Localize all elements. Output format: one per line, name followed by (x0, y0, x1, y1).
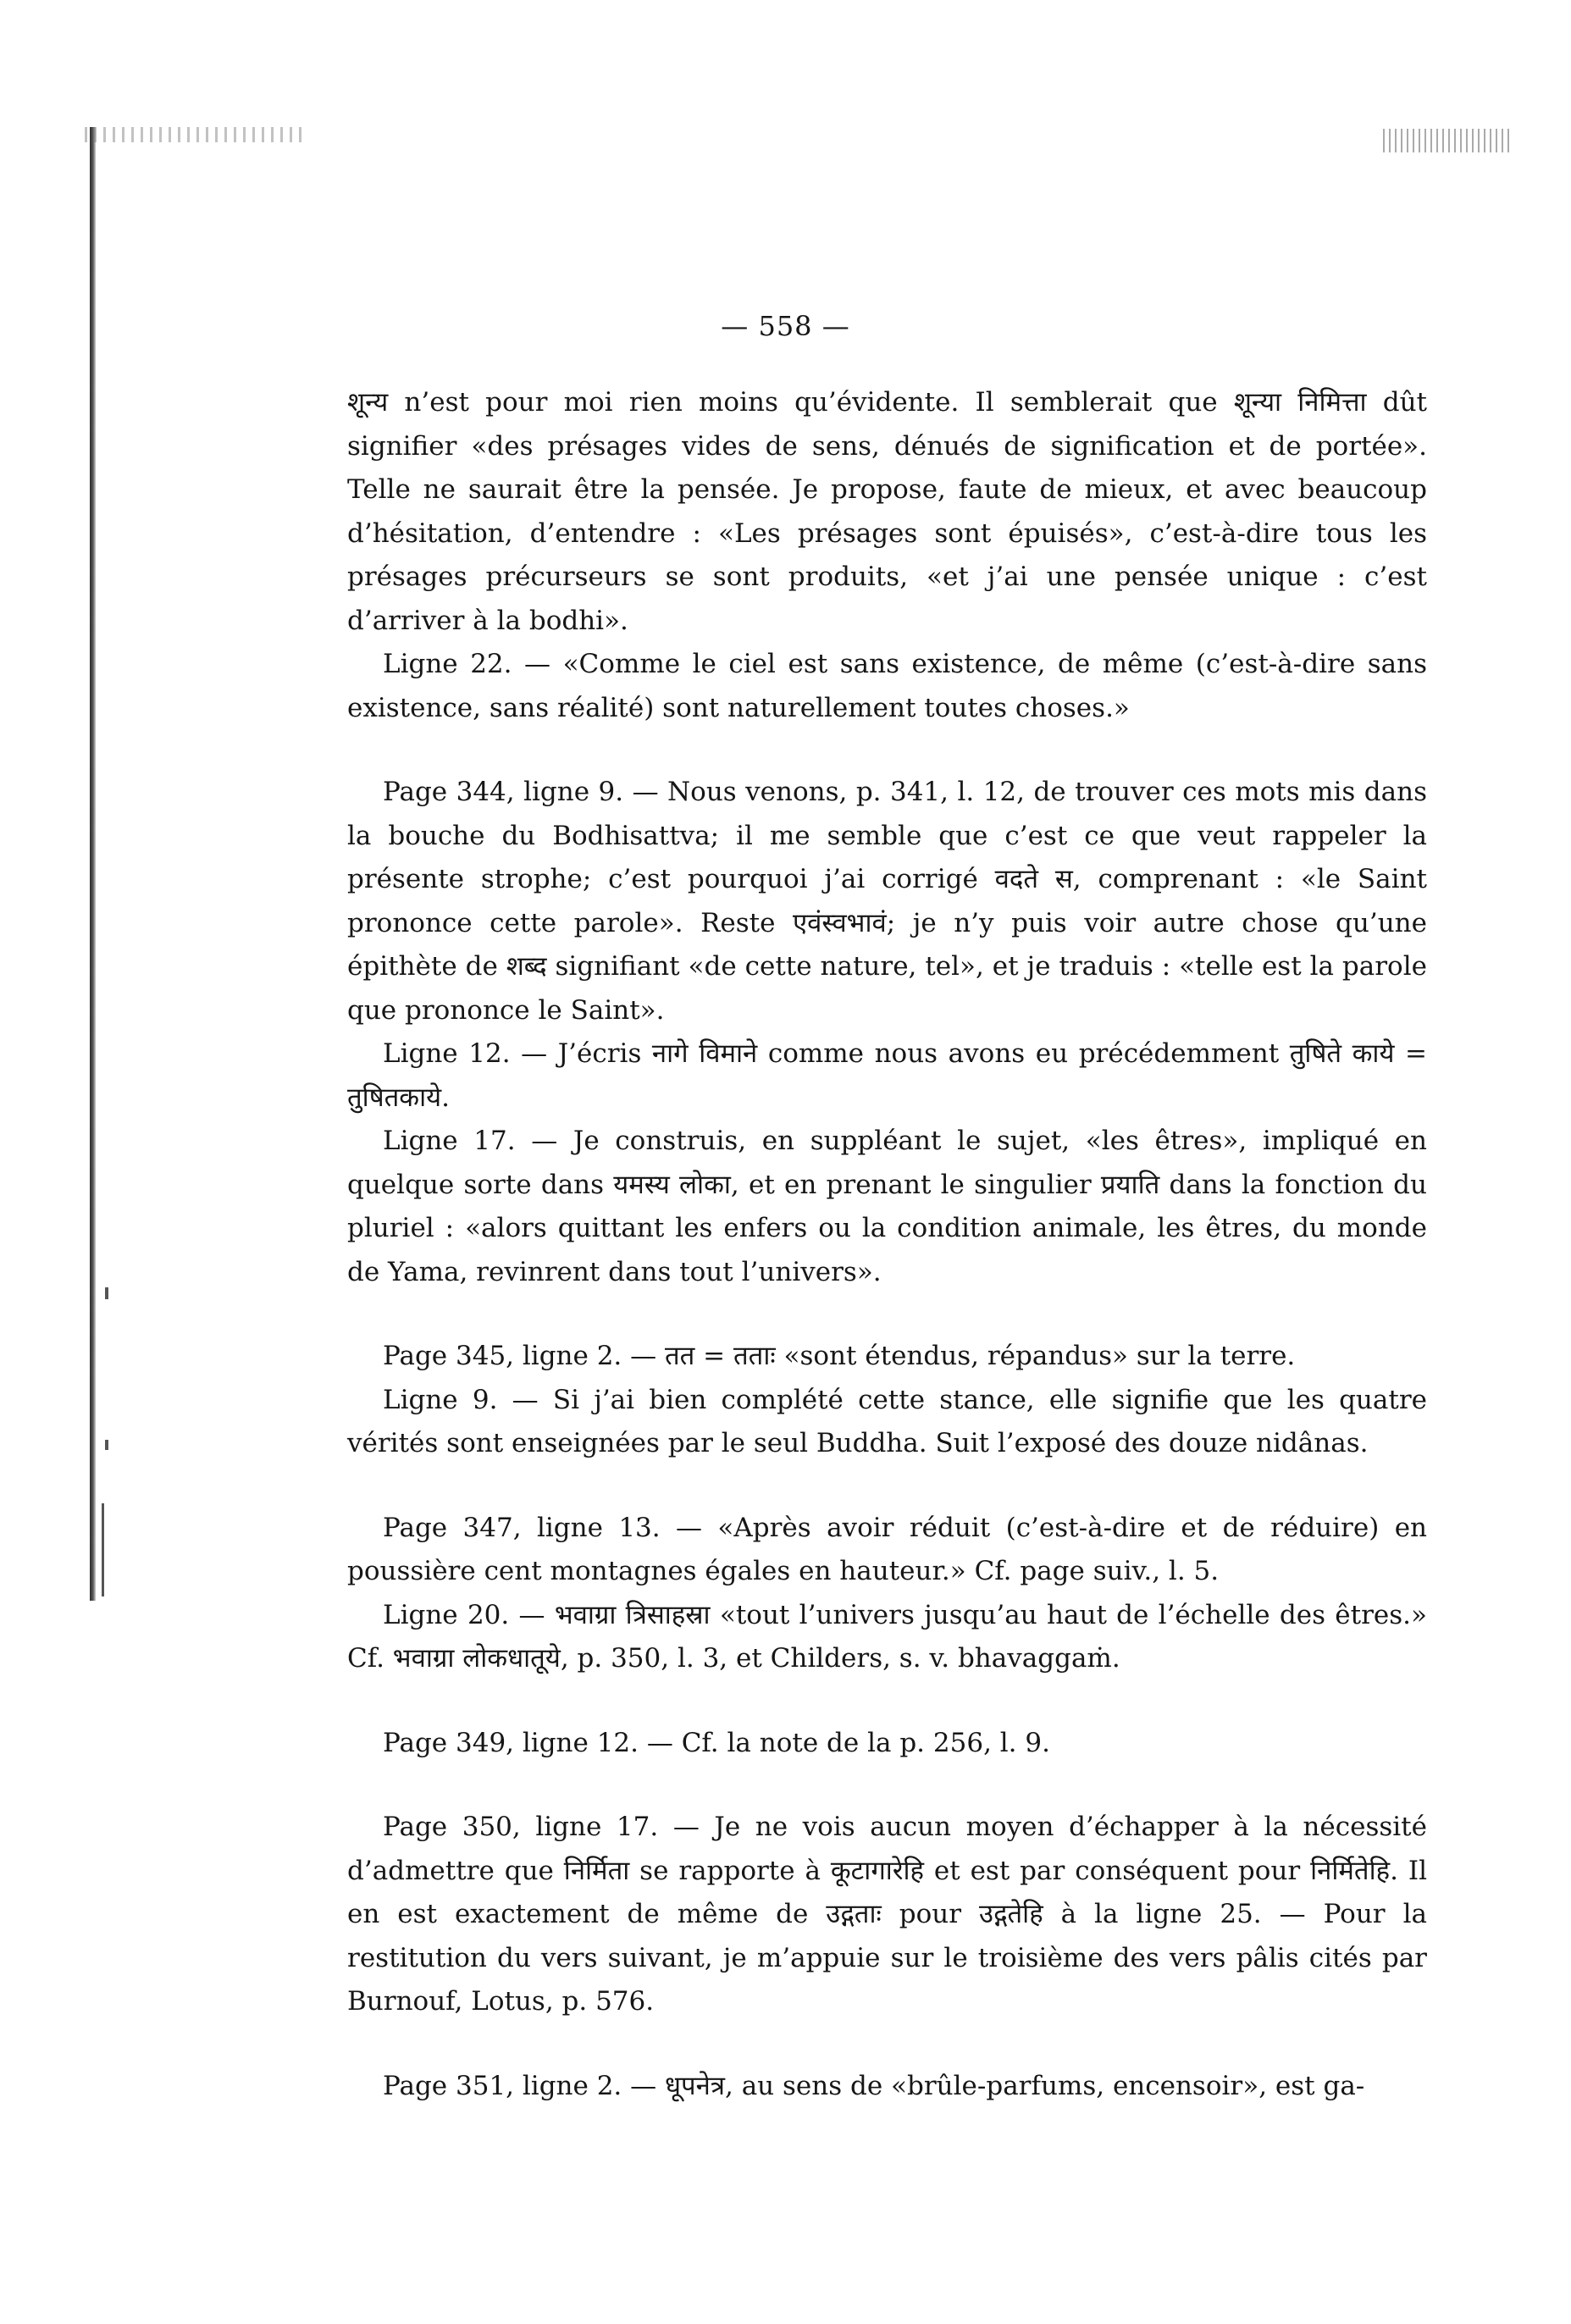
paragraph-ligne-20: Ligne 20. — भवाग्रा त्रिसाहस्रा «tout l’univers jusqu’au haut de l’échelle des êtres.» Cf. भवाग्रा लोकधातूये, p. 350, l. 3, et Childers, s. v. bhavaggaṁ. (347, 1599, 1427, 1674)
paragraph-page-345: Page 345, ligne 2. — तत = तताः «sont étendus, répandus» sur la terre. (383, 1341, 1296, 1371)
margin-mark (102, 1503, 104, 1596)
paragraph-ligne-22: Ligne 22. — «Comme le ciel est sans existence, de même (c’est-à-dire sans existence, sans réalité) sont naturellement toutes choses.» (347, 649, 1427, 723)
paragraph-page-344: Page 344, ligne 9. — Nous venons, p. 341, l. 12, de trouver ces mots mis dans la bouche du Bodhisattva; il me semble que c’est ce que veut rappeler la présente strophe; c’est pourquoi j’ai corrigé वदते स, comprenant : «le Saint prononce cette parole». Reste एवंस्वभावं; je n’y puis voir autre chose qu’une épithète de शब्द signifiant «de cette nature, tel», et je traduis : «telle est la parole que prononce le Saint». (347, 777, 1427, 1026)
scan-speckle-left (85, 127, 305, 142)
binding-edge (90, 127, 96, 1601)
paragraph-page-349: Page 349, ligne 12. — Cf. la note de la p. 256, l. 9. (383, 1727, 1050, 1758)
margin-mark (105, 1440, 108, 1450)
paragraph-intro: शून्य n’est pour moi rien moins qu’évidente. Il semblerait que शून्या निमित्ता dût signifier «des présages vides de sens, dénués de signification et de portée». Telle ne saurait être la pensée. Je propose, faute de mieux, et avec beaucoup d’hésitation, d’entendre : «Les présages sont épuisés», c’est-à-dire tous les présages précurseurs se sont produits, «et j’ai une pensée unique : c’est d’arriver à la bodhi». (347, 387, 1427, 636)
paragraph-page-347: Page 347, ligne 13. — «Après avoir réduit (c’est-à-dire et de réduire) en poussière cent montagnes égales en hauteur.» Cf. page suiv., l. 5. (347, 1512, 1427, 1586)
paragraph-ligne-17: Ligne 17. — Je construis, en suppléant le sujet, «les êtres», impliqué en quelque sorte dans यमस्य लोका, et en prenant le singulier प्रयाति dans la fonction du pluriel : «alors quittant les enfers ou la condition animale, les êtres, du monde de Yama, revinrent dans tout l’univers». (347, 1126, 1427, 1287)
scan-speckle-right (1383, 129, 1510, 152)
margin-mark (105, 1287, 108, 1299)
page-body (347, 381, 1427, 2108)
paragraph-ligne-9: Ligne 9. — Si j’ai bien complété cette stance, elle signifie que les quatre vérités sont enseignées par le seul Buddha. Suit l’exposé des douze nidânas. (347, 1384, 1427, 1458)
page-number: — 558 — (721, 310, 850, 342)
paragraph-ligne-12: Ligne 12. — J’écris नागे विमाने comme nous avons eu précédemment तुषिते काये = तुषितकाये. (347, 1038, 1427, 1113)
paragraph-page-351: Page 351, ligne 2. — धूपनेत्र, au sens de «brûle-parfums, encensoir», est ga- (383, 2070, 1365, 2101)
paragraph-page-350: Page 350, ligne 17. — Je ne vois aucun moyen d’échapper à la nécessité d’admettre que निर्मिता se rapporte à कूटागारेहि et est par conséquent pour निर्मितेहि. Il en est exactement de même de उद्गताः pour उद्गतेहि à la ligne 25. — Pour la restitution du vers suivant, je m’appuie sur le troisième des vers pâlis cités par Burnouf, Lotus, p. 576. (347, 1812, 1427, 2017)
